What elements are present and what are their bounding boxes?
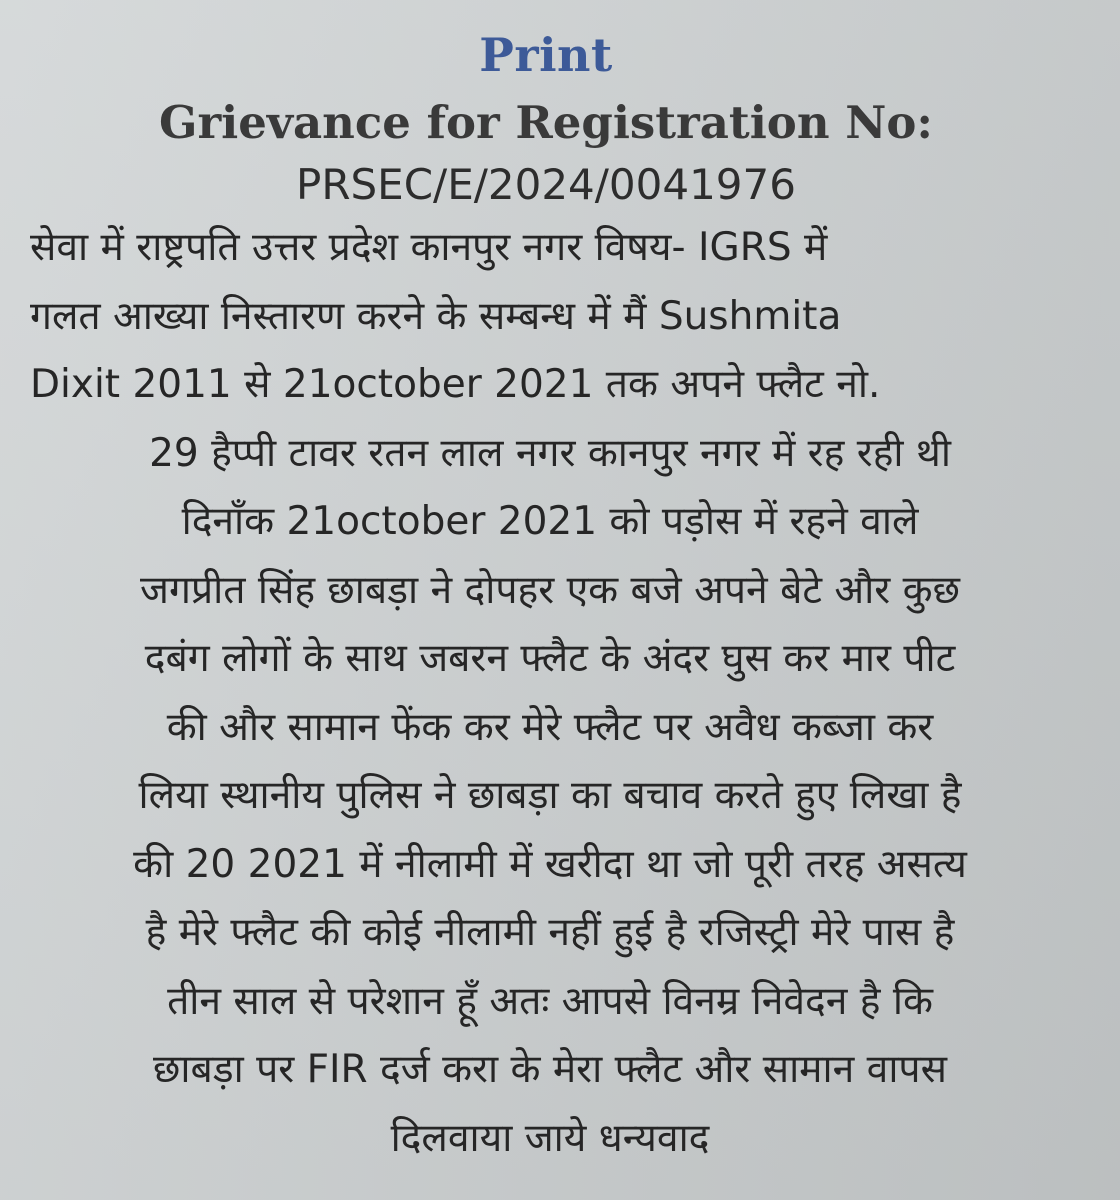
body-line: गलत आख्या निस्तारण करने के सम्बन्ध में मैं Sushmita <box>30 293 842 339</box>
page-title: Grievance for Registration No: <box>159 96 933 149</box>
body-line: जगप्रीत सिंह छाबड़ा ने दोपहर एक बजे अपने बेटे और कुछ <box>140 567 960 613</box>
body-line: लिया स्थानीय पुलिस ने छाबड़ा का बचाव करते हुए लिखा है <box>138 773 962 818</box>
body-line: 29 हैप्पी टावर रतन लाल नगर कानपुर नगर में रह रही थी <box>149 430 951 476</box>
body-line: दबंग लोगों के साथ जबरन फ्लैट के अंदर घुस कर मार पीट <box>144 636 956 681</box>
body-line: की और सामान फेंक कर मेरे फ्लैट पर अवैध कब्जा कर <box>166 704 934 750</box>
body-line: छाबड़ा पर FIR दर्ज करा के मेरा फ्लैट और सामान वापस <box>153 1047 947 1092</box>
print-link[interactable]: Print <box>479 28 613 82</box>
registration-number: PRSEC/E/2024/0041976 <box>296 160 796 209</box>
body-line: Dixit 2011 से 21october 2021 तक अपने फ्लैट नो. <box>30 362 881 407</box>
body-line: है मेरे फ्लैट की कोई नीलामी नहीं हुई है रजिस्ट्री मेरे पास है <box>145 910 955 955</box>
body-line: दिलवाया जाये धन्यवाद <box>390 1115 710 1161</box>
body-line: तीन साल से परेशान हूँ अतः आपसे विनम्र निवेदन है कि <box>167 978 933 1024</box>
body-line: दिनाँक 21october 2021 को पड़ोस में रहने वाले <box>181 499 919 544</box>
body-line: की 20 2021 में नीलामी में खरीदा था जो पूरी तरह असत्य <box>133 841 967 887</box>
body-line: सेवा में राष्ट्रपति उत्तर प्रदेश कानपुर नगर विषय- IGRS में <box>30 225 828 270</box>
grievance-body <box>30 214 1070 1173</box>
